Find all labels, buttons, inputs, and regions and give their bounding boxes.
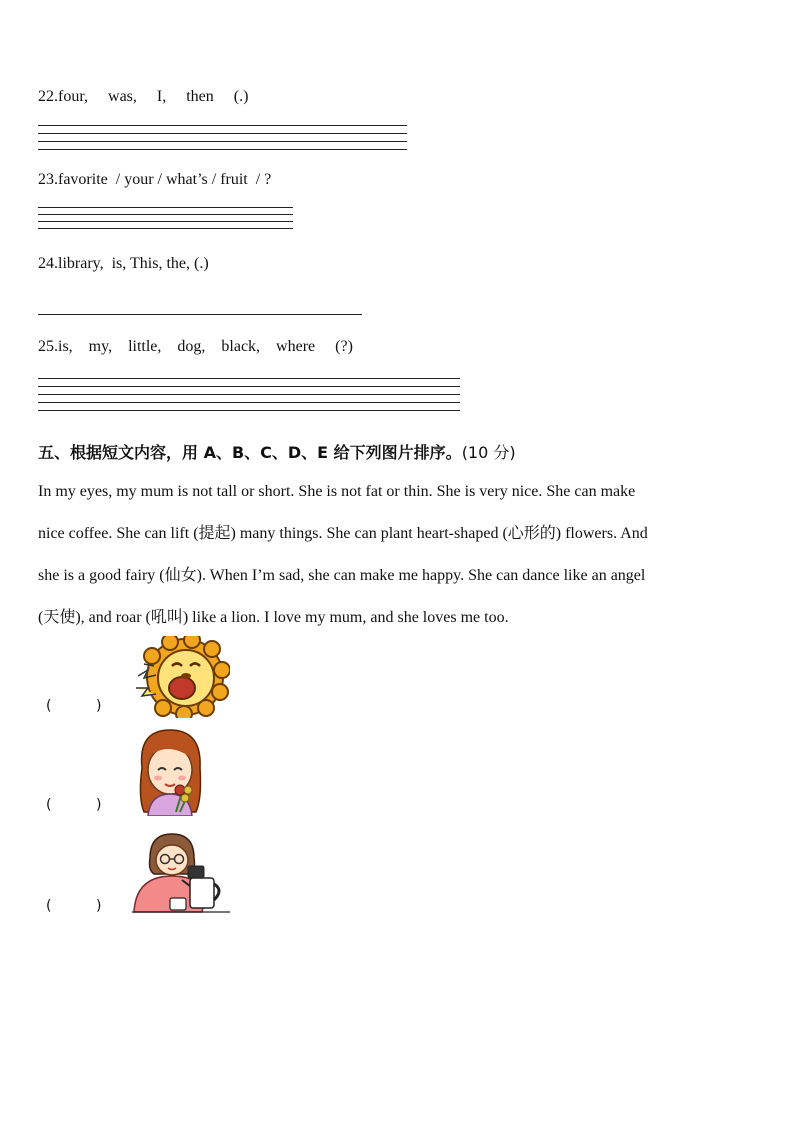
question-words: library, is, This, the, (.) (58, 255, 209, 272)
question-24 (38, 255, 209, 273)
passage-line: (天使), and roar (吼叫) like a lion. I love my mum, and she loves me too. (38, 609, 509, 626)
woman-with-flowers-picture (130, 728, 210, 816)
coffee-cup (170, 898, 186, 910)
roaring-lion-picture (130, 636, 230, 718)
question-number: 25. (38, 338, 58, 355)
section-title: 五、根据短文内容，用 A、B、C、D、E 给下列图片排序。 (38, 443, 462, 462)
question-23 (38, 171, 271, 189)
section-heading (38, 440, 516, 463)
question-words: favorite / your / what’s / fruit / ? (58, 171, 272, 188)
question-number: 22. (38, 88, 58, 105)
answer-lines-22[interactable] (38, 125, 407, 157)
reading-passage (38, 471, 758, 639)
passage-line: In my eyes, my mum is not tall or short. She is not fat or thin. She is very nice. She can make (38, 483, 636, 500)
answer-blank-2[interactable]: ( ) (46, 797, 102, 813)
question-words: is, my, little, dog, black, where (?) (58, 338, 353, 355)
answer-blank-1[interactable]: ( ) (46, 698, 102, 714)
answer-lines-25[interactable] (38, 378, 460, 418)
section-points: (10 分) (461, 443, 516, 462)
lion-mouth (169, 677, 195, 699)
question-number: 23. (38, 171, 58, 188)
question-number: 24. (38, 255, 58, 272)
question-words: four, was, I, then (.) (58, 88, 249, 105)
passage-line: she is a good fairy (仙女). When I’m sad, she can make me happy. She can dance like an angel (38, 567, 646, 584)
answer-line-24[interactable] (38, 314, 362, 315)
question-22 (38, 88, 248, 106)
passage-line: nice coffee. She can lift (提起) many things. She can plant heart-shaped (心形的) flowers. And (38, 525, 648, 542)
question-25 (38, 338, 353, 356)
answer-blank-3[interactable]: ( ) (46, 898, 102, 914)
woman-making-coffee-picture (130, 832, 234, 916)
answer-lines-23[interactable] (38, 207, 293, 235)
